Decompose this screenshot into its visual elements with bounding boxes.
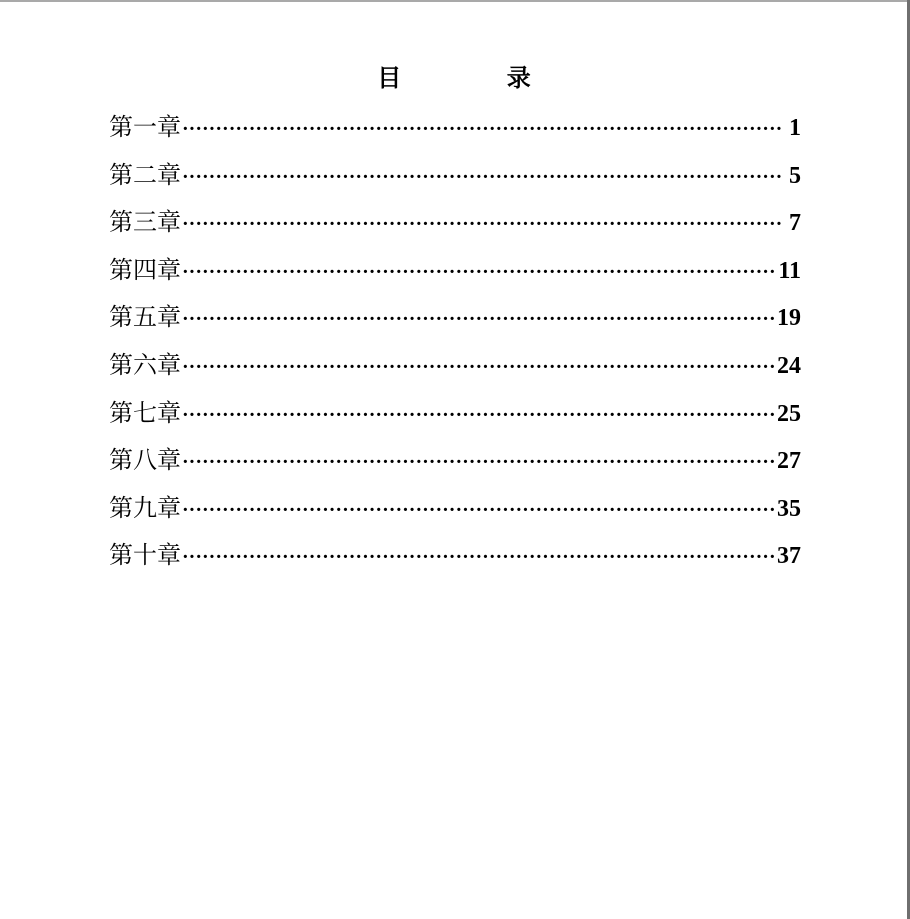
toc-entry[interactable] [109,490,801,538]
dot-leader [182,397,776,433]
chapter-label: 第四章 [109,255,181,284]
document-page [0,2,907,919]
toc-entry[interactable] [109,252,801,300]
toc-entry[interactable] [109,157,801,205]
chapter-label: 第七章 [109,398,181,427]
toc-entry[interactable] [109,395,801,443]
chapter-label: 第十章 [109,541,181,570]
dot-leader [182,349,776,385]
page-number: 37 [777,543,801,570]
chapter-label: 第三章 [109,208,181,237]
chapter-label: 第八章 [109,446,181,475]
chapter-label: 第九章 [109,493,181,522]
page-number: 27 [777,448,801,475]
page-number: 19 [777,305,801,332]
toc-entry[interactable] [109,442,801,490]
chapter-label: 第二章 [109,160,181,189]
chapter-label: 第一章 [109,113,181,141]
page-number: 24 [777,352,801,379]
toc-list [109,109,801,585]
dot-leader [182,301,776,337]
page-number: 11 [778,257,801,284]
toc-entry[interactable] [109,204,801,252]
page-number: 5 [789,162,801,189]
dot-leader [182,254,777,290]
dot-leader [182,111,788,147]
chapter-label: 第五章 [109,303,181,332]
dot-leader [182,539,776,575]
page-number: 35 [777,495,801,522]
toc-title: 目 录 [377,63,533,92]
page-number: 7 [789,210,801,237]
dot-leader [182,159,788,195]
toc-entry[interactable] [109,109,801,157]
toc-entry[interactable] [109,299,801,347]
dot-leader [182,492,776,528]
toc-entry[interactable] [109,537,801,585]
chapter-label: 第六章 [109,350,181,379]
toc-entry[interactable] [109,347,801,395]
page-number: 25 [777,400,801,427]
page-number: 1 [789,115,801,141]
dot-leader [182,206,788,242]
dot-leader [182,444,776,480]
